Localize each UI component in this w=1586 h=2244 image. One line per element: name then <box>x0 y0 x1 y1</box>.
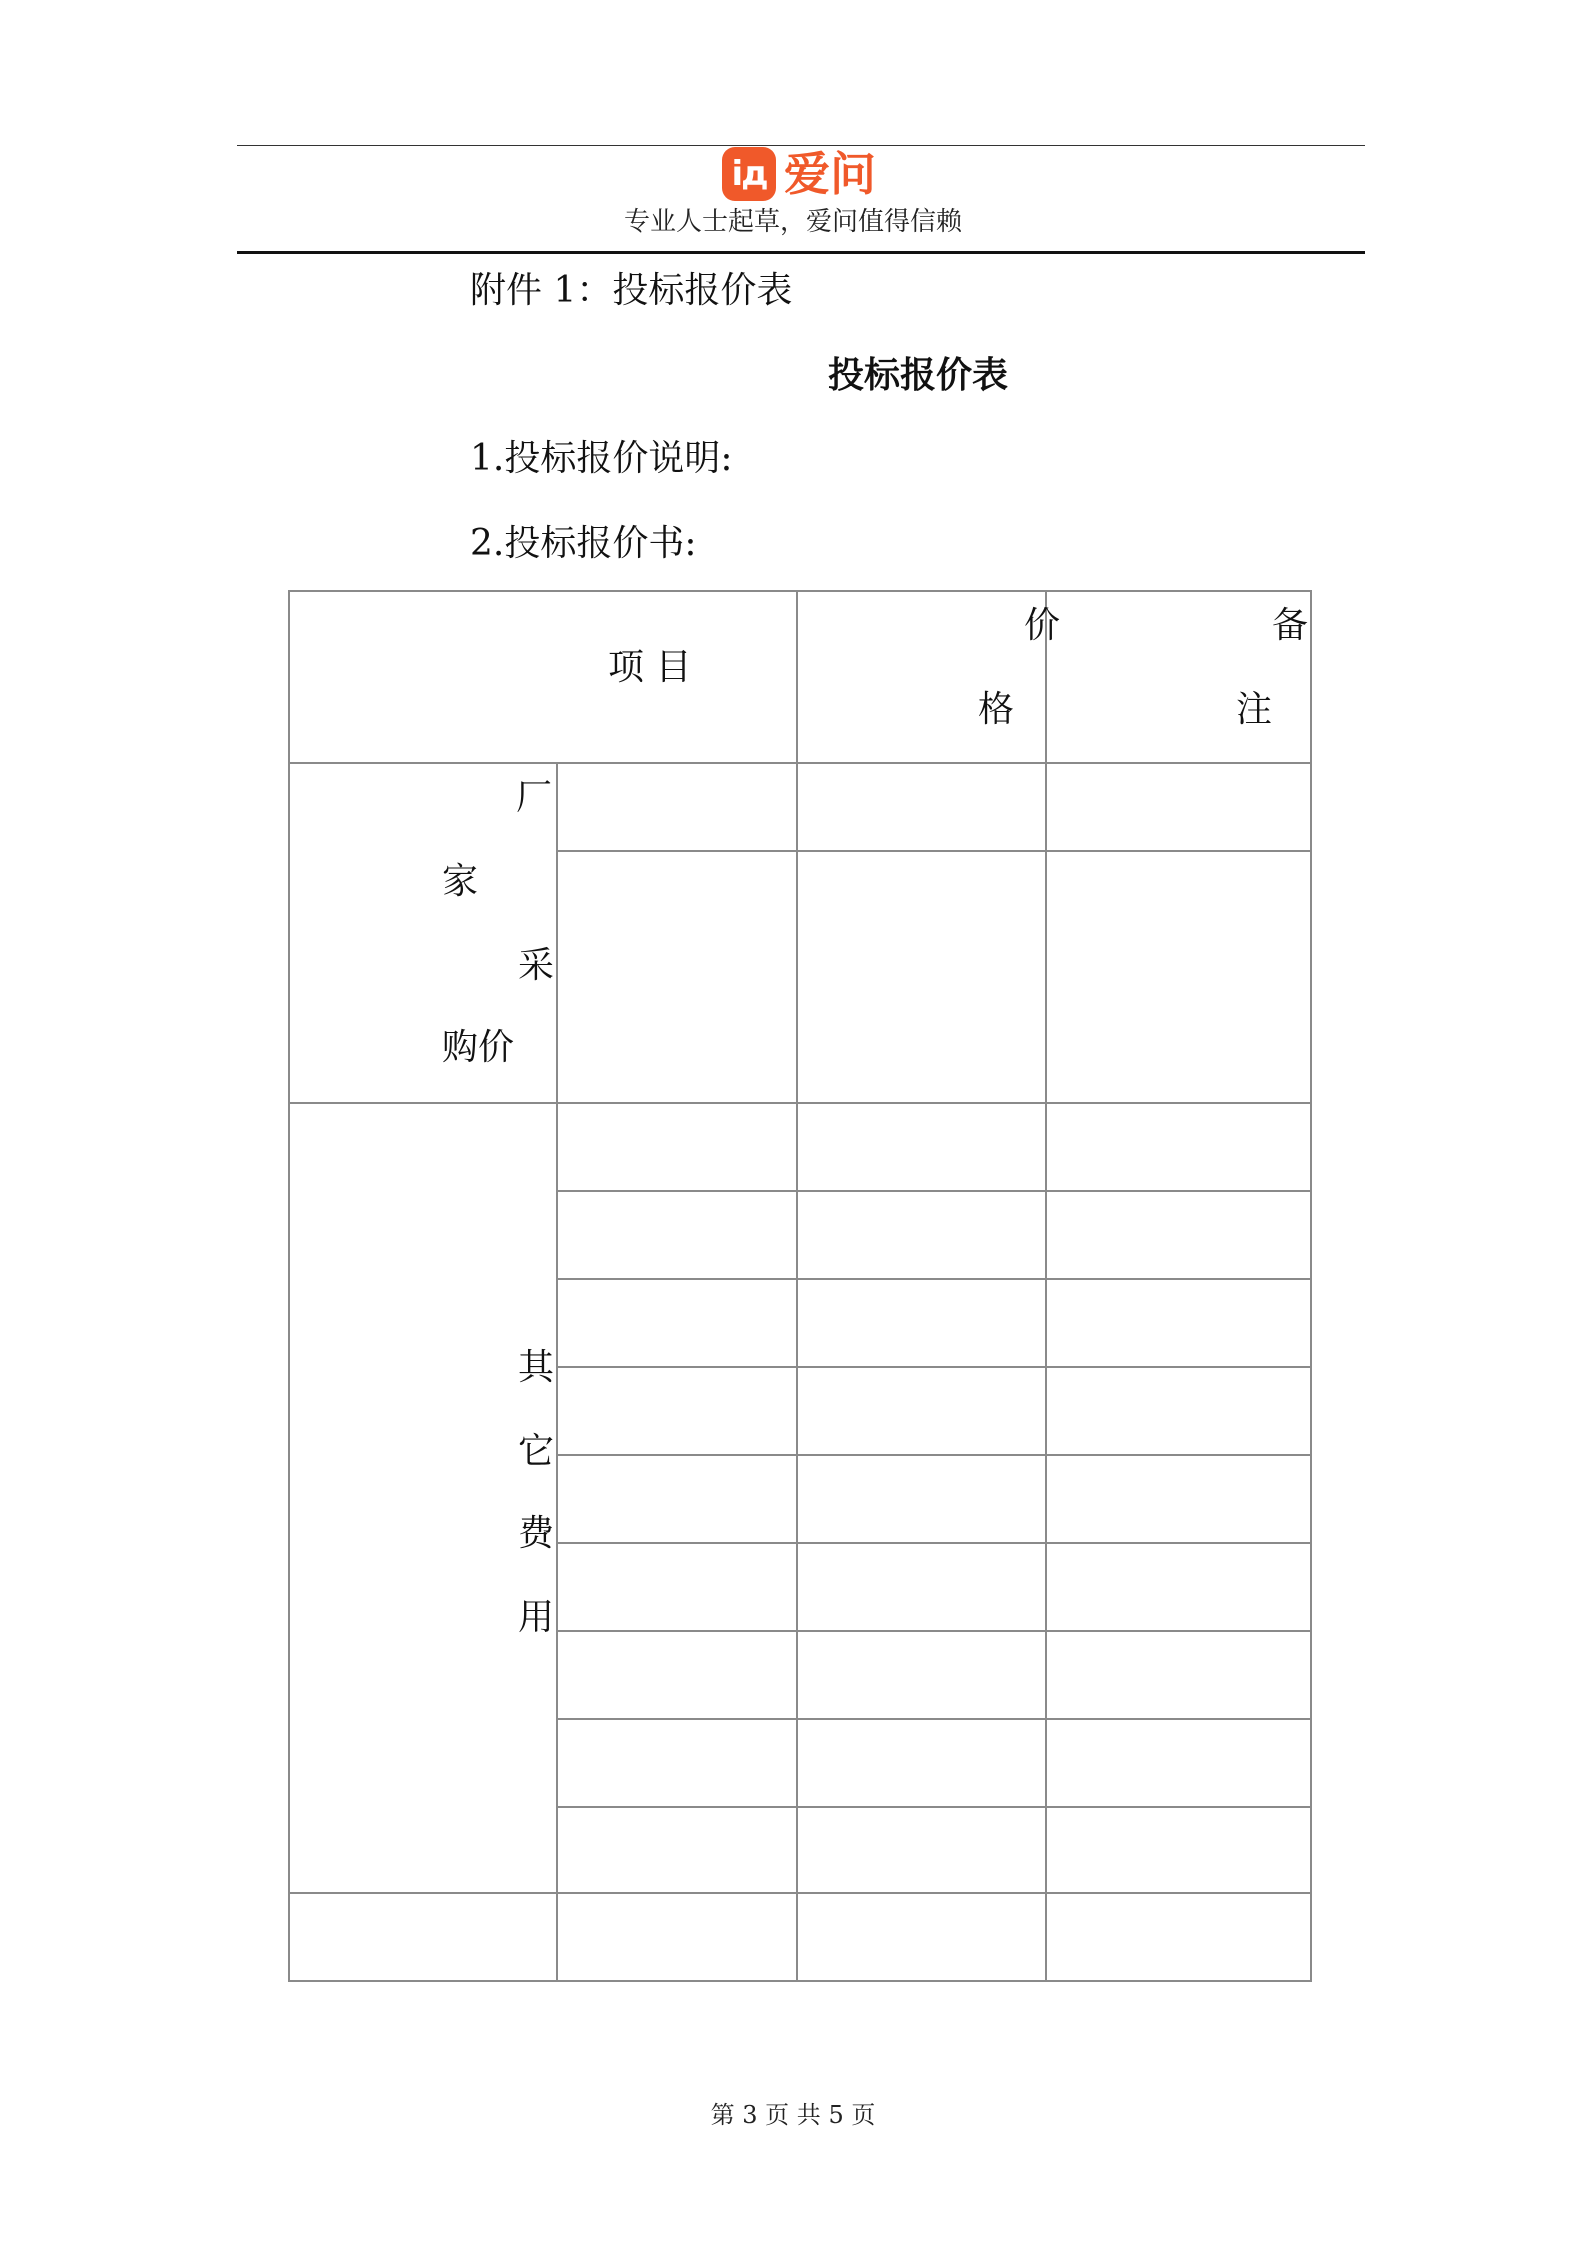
section-2-heading: 2.投标报价书: <box>470 523 697 564</box>
group-label-other-1: 其 <box>518 1347 555 1388</box>
bid-price-table <box>288 590 1312 1982</box>
subrow-divider <box>556 1806 1312 1808</box>
group-divider-factory <box>288 1102 1312 1104</box>
brand-slogan: 专业人士起草，爱问值得信赖 <box>623 207 962 237</box>
aiwen-logo-icon: iд <box>722 147 776 201</box>
subrow-divider <box>556 850 1312 852</box>
subrow-divider <box>556 1542 1312 1544</box>
table-border-left <box>288 590 290 1982</box>
subrow-divider <box>556 1454 1312 1456</box>
group-label-other-4: 用 <box>518 1597 555 1638</box>
column-divider-remark <box>1045 590 1047 1982</box>
subrow-divider <box>556 1278 1312 1280</box>
subrow-divider <box>556 1190 1312 1192</box>
brand-name: 爱问 <box>784 147 876 201</box>
header-bottom-rule <box>237 251 1365 254</box>
group-label-other-3: 费 <box>518 1513 555 1554</box>
group-label-factory-3: 采 <box>518 945 555 986</box>
subrow-divider <box>556 1366 1312 1368</box>
header-item: 项 目 <box>608 647 692 688</box>
column-divider-price <box>796 590 798 1982</box>
header-remark-bottom: 注 <box>1236 689 1273 730</box>
attachment-label: 附件 1：投标报价表 <box>470 270 793 311</box>
group-divider-other <box>288 1892 1312 1894</box>
table-border-bottom <box>288 1980 1312 1982</box>
group-label-other-2: 它 <box>518 1431 555 1472</box>
group-label-factory-4: 购价 <box>442 1027 515 1068</box>
header-price-top: 价 <box>1024 605 1061 646</box>
section-1-heading: 1.投标报价说明: <box>470 438 733 479</box>
subrow-divider <box>556 1630 1312 1632</box>
group-label-factory-1: 厂 <box>516 777 553 818</box>
table-border-top <box>288 590 1312 592</box>
document-title: 投标报价表 <box>828 354 1009 396</box>
column-divider-subitem <box>556 762 558 1982</box>
header-price-bottom: 格 <box>978 689 1015 730</box>
table-border-right <box>1310 590 1312 1982</box>
header-remark-top: 备 <box>1272 605 1309 646</box>
page-indicator: 第 3 页 共 5 页 <box>710 2101 876 2129</box>
header-row-divider <box>288 762 1312 764</box>
group-label-factory-2: 家 <box>442 861 479 902</box>
subrow-divider <box>556 1718 1312 1720</box>
